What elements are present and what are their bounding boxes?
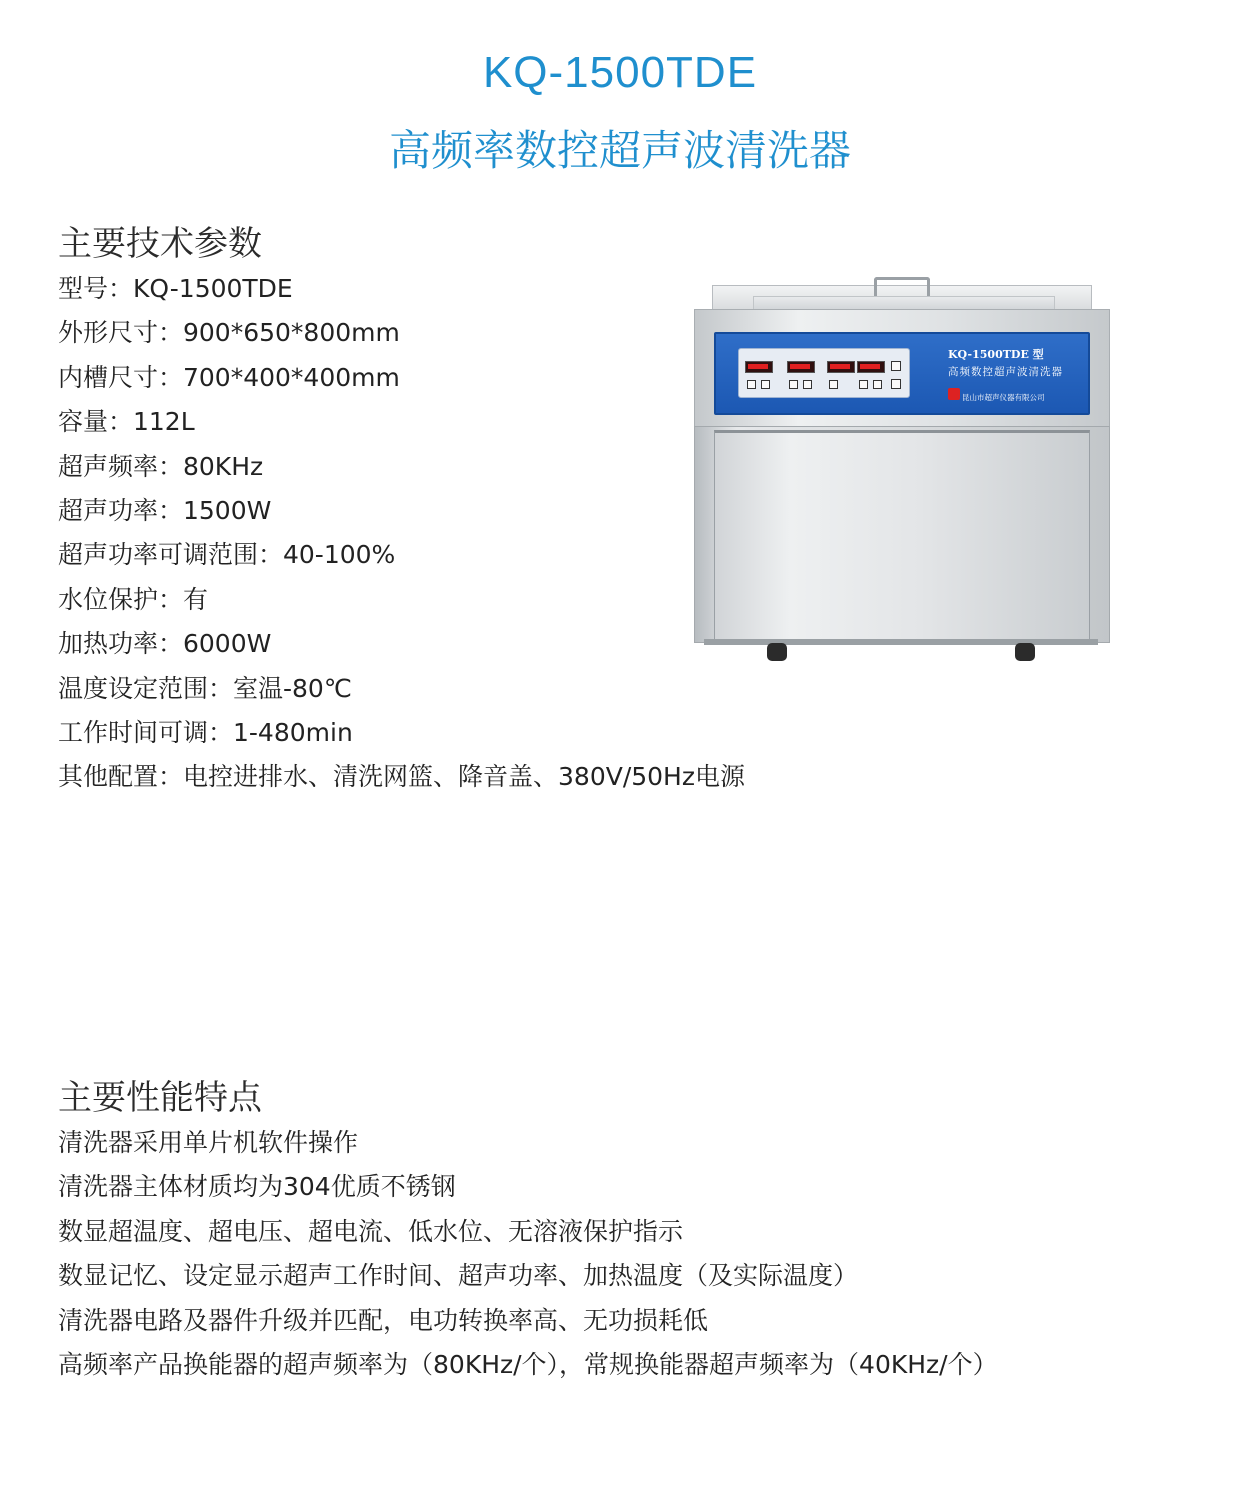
control-panel [714, 332, 1090, 415]
led-display [787, 361, 815, 373]
panel-key [803, 380, 812, 389]
feature-item: 清洗器采用单片机软件操作 [58, 1128, 359, 1157]
feature-item: 数显记忆、设定显示超声工作时间、超声功率、加热温度（及实际温度） [58, 1261, 859, 1291]
panel-key [891, 379, 901, 389]
spec-item: 超声功率：1500W [58, 495, 272, 525]
spec-item: 超声功率可调范围：40-100% [58, 540, 396, 570]
spec-list [58, 267, 745, 800]
panel-product-label: 高频数控超声波清洗器 [948, 366, 1063, 378]
feature-item: 高频率产品换能器的超声频率为（80KHz/个），常规换能器超声频率为（40KHz/个） [58, 1349, 998, 1379]
spec-item: 超声频率：80KHz [58, 451, 264, 481]
panel-key [761, 380, 770, 389]
panel-display-area [738, 348, 910, 398]
feature-item: 数显超温度、超电压、超电流、低水位、无溶液保护指示 [58, 1216, 684, 1246]
led-display [745, 361, 773, 373]
brand-logo-icon [948, 388, 960, 400]
spec-item: 型号：KQ-1500TDE [58, 274, 293, 303]
lid-handle [874, 277, 930, 296]
panel-key [789, 380, 798, 389]
panel-key [859, 380, 868, 389]
caster-wheel-icon [767, 643, 787, 661]
spec-item: 温度设定范围：室温-80℃ [58, 673, 352, 703]
model-title: KQ-1500TDE [482, 48, 758, 97]
spec-item: 水位保护：有 [58, 584, 209, 614]
spec-item: 内槽尺寸：700*400*400mm [58, 362, 400, 392]
feature-list [58, 1121, 998, 1387]
product-name-title: 高频率数控超声波清洗器 [388, 126, 851, 175]
feature-item: 清洗器主体材质均为304优质不锈钢 [58, 1172, 456, 1202]
feature-item: 清洗器电路及器件升级并匹配，电功转换率高、无功损耗低 [58, 1305, 709, 1335]
caster-wheel-icon [1015, 643, 1035, 661]
cleaner-door [714, 430, 1090, 640]
product-image [692, 283, 1110, 665]
spec-item: 其他配置：电控进排水、清洗网篮、降音盖、380V/50Hz电源 [58, 762, 745, 792]
spec-item: 外形尺寸：900*650*800mm [58, 318, 400, 348]
led-display [857, 361, 885, 373]
specs-heading: 主要技术参数 [58, 224, 262, 264]
panel-key [747, 380, 756, 389]
features-heading: 主要性能特点 [58, 1078, 262, 1118]
panel-model-label: KQ-1500TDE 型 [948, 348, 1044, 361]
panel-company-label: 昆山市超声仪器有限公司 [962, 393, 1045, 402]
led-display [827, 361, 855, 373]
cleaner-base [704, 639, 1098, 645]
panel-key [873, 380, 882, 389]
panel-key [829, 380, 838, 389]
panel-key [891, 361, 901, 371]
spec-item: 加热功率：6000W [58, 629, 272, 659]
spec-item: 容量：112L [58, 407, 195, 437]
spec-item: 工作时间可调：1-480min [58, 717, 353, 747]
